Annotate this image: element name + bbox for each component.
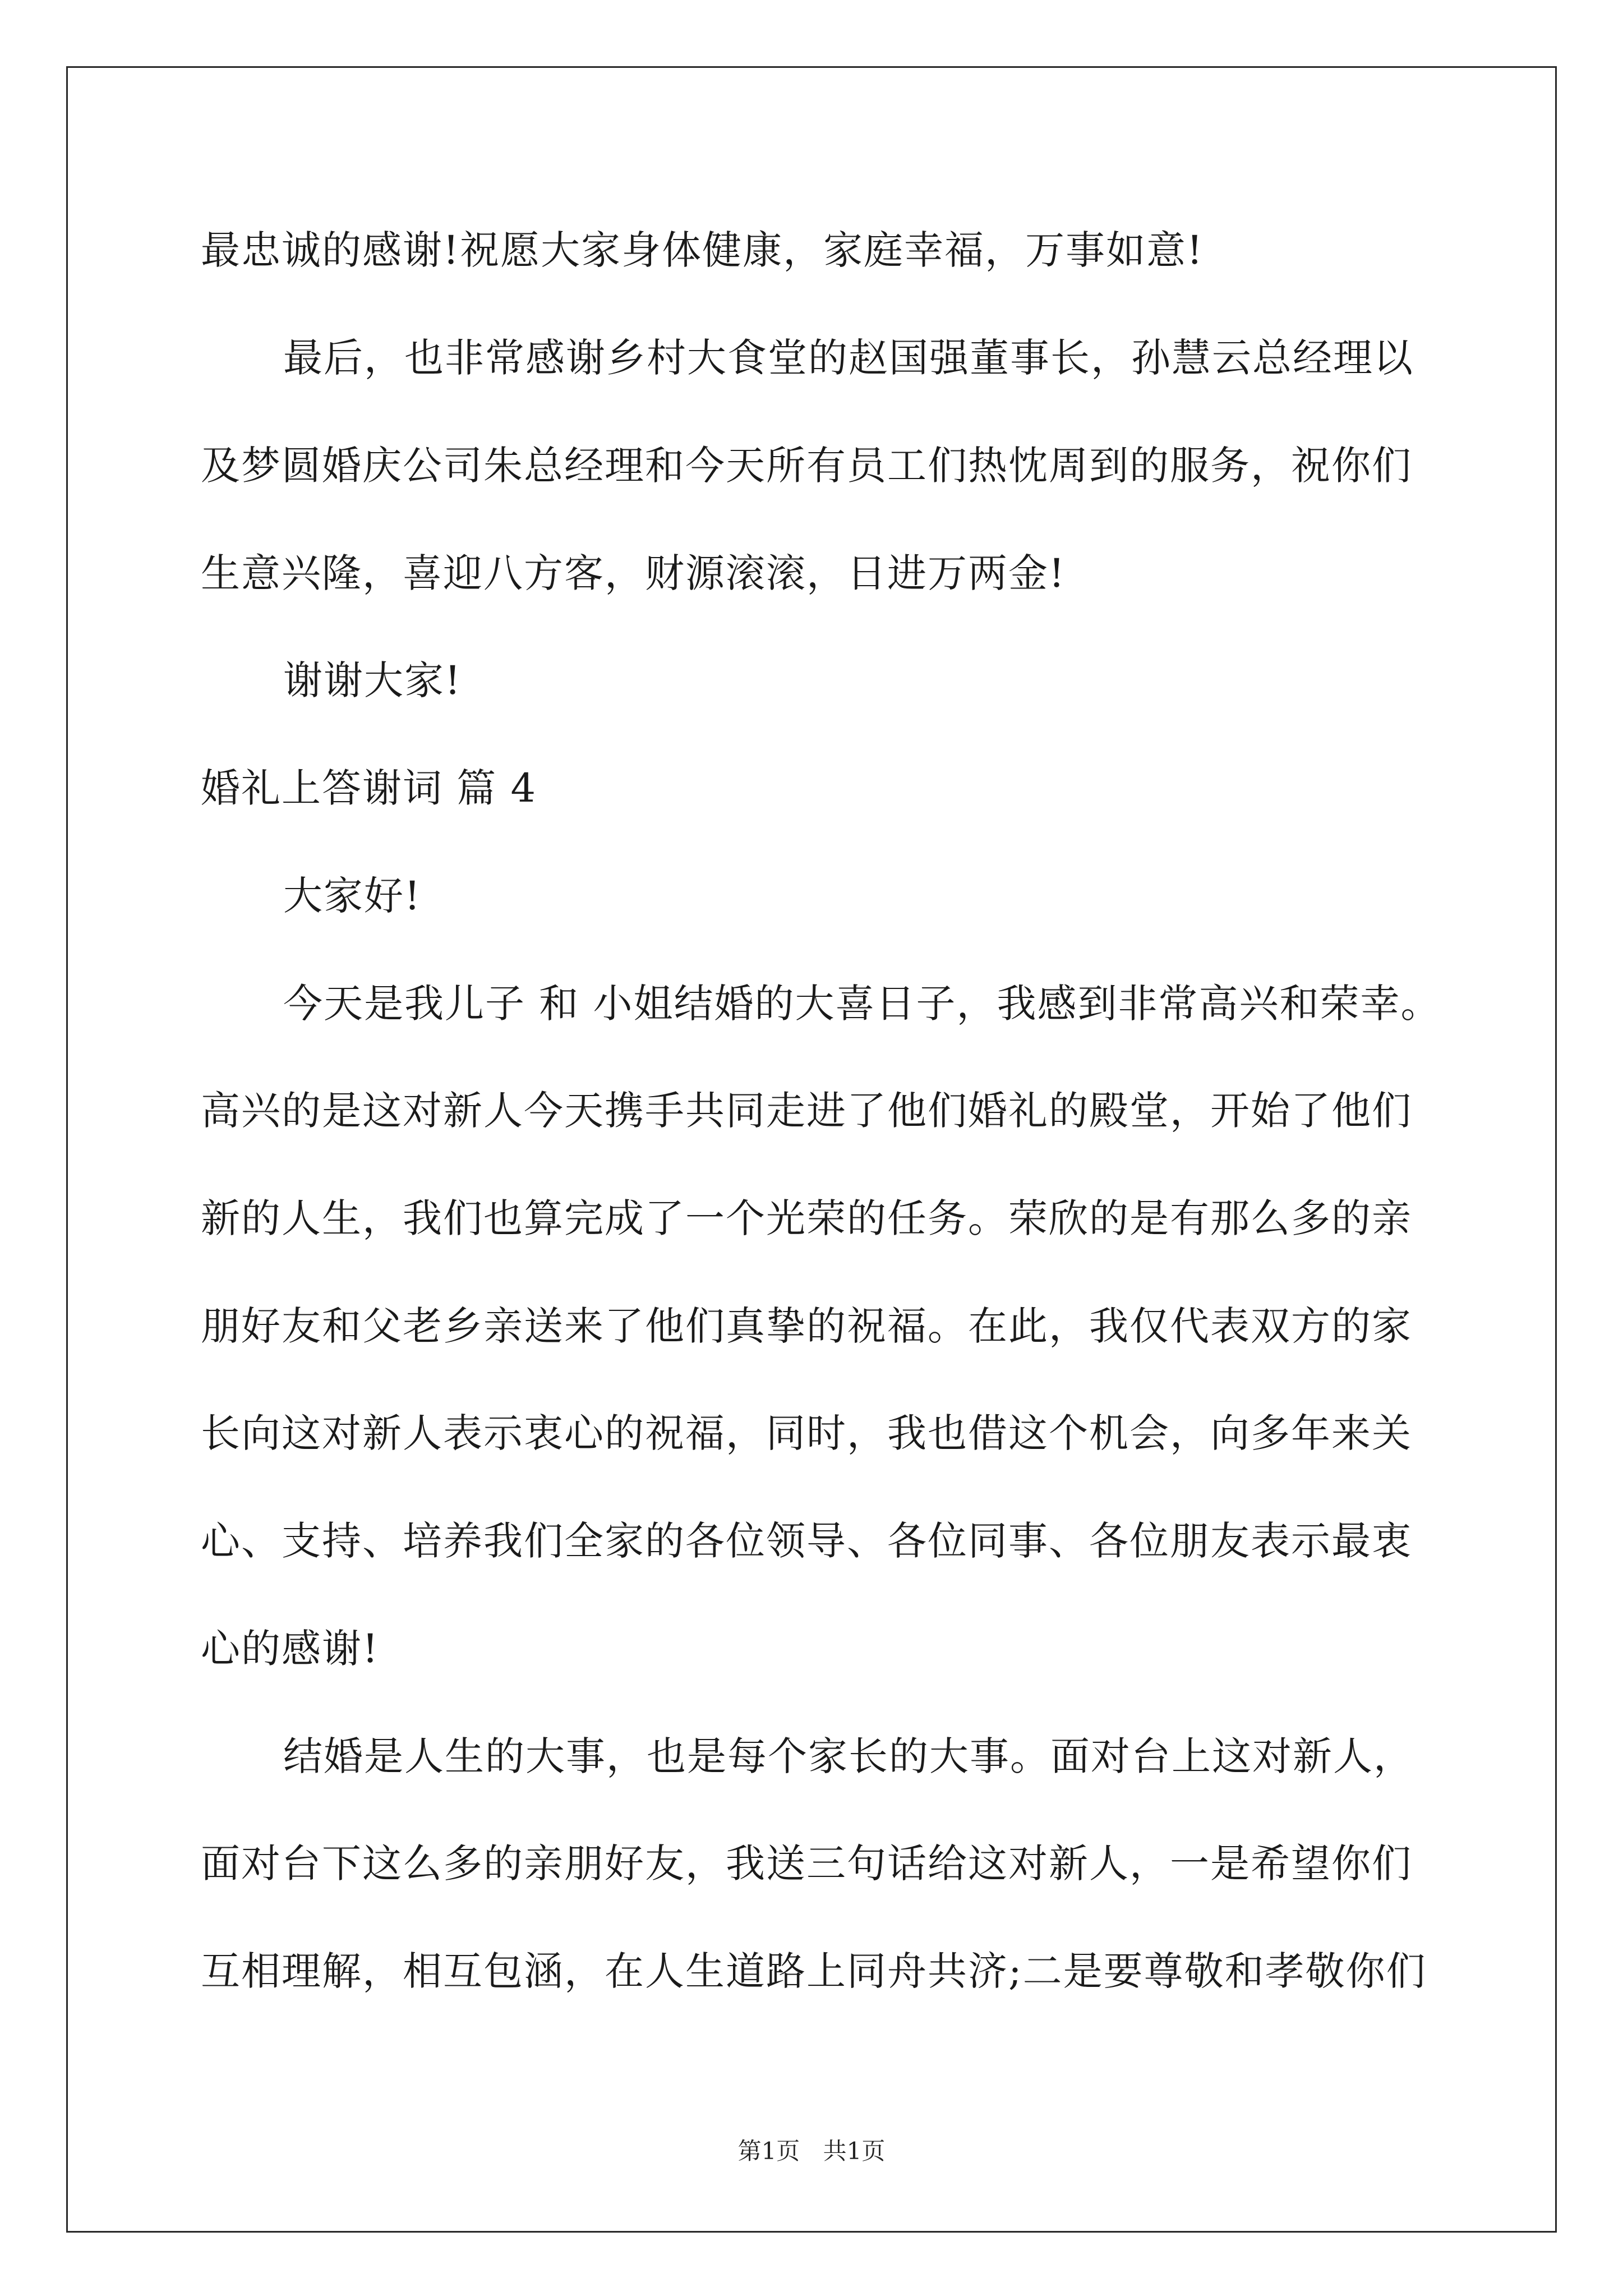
page-number: 第1页 [737,2137,800,2165]
page-total: 共1页 [823,2137,886,2165]
text-line: 高兴的是这对新人今天携手共同走进了他们婚礼的殿堂，开始了他们 [201,1088,1412,1134]
paragraph-start: 最后，也非常感谢乡村大食堂的赵国强董事长，孙慧云总经理以 [283,335,1414,381]
text-line: 及梦圆婚庆公司朱总经理和今天所有员工们热忱周到的服务，祝你们 [201,443,1412,489]
text-line: 面对台下这么多的亲朋好友，我送三句话给这对新人，一是希望你们 [201,1841,1412,1887]
greeting: 大家好! [283,873,422,919]
text-line: 心的感谢! [201,1626,380,1672]
page-border [66,66,1557,2233]
paragraph-start: 结婚是人生的大事，也是每个家长的大事。面对台上这对新人， [283,1733,1414,1779]
text-line: 长向这对新人表示衷心的祝福，同时，我也借这个机会，向多年来关 [201,1410,1412,1456]
page-footer [0,2137,1623,2165]
text-line: 朋好友和父老乡亲送来了他们真挚的祝福。在此，我仅代表双方的家 [201,1303,1412,1349]
paragraph-start: 今天是我儿子 和 小姐结婚的大喜日子，我感到非常高兴和荣幸。 [283,981,1441,1027]
text-line: 生意兴隆，喜迎八方客，财源滚滚，日进万两金! [201,550,1066,596]
section-heading: 婚礼上答谢词 篇 4 [201,765,537,811]
text-line: 新的人生，我们也算完成了一个光荣的任务。荣欣的是有那么多的亲 [201,1195,1412,1241]
text-line: 互相理解，相互包涵，在人生道路上同舟共济;二是要尊敬和孝敬你们 [201,1948,1427,1994]
text-line: 心、支持、培养我们全家的各位领导、各位同事、各位朋友表示最衷 [201,1518,1412,1564]
text-line: 最忠诚的感谢!祝愿大家身体健康，家庭幸福，万事如意! [201,227,1204,273]
paragraph-start: 谢谢大家! [283,657,462,703]
